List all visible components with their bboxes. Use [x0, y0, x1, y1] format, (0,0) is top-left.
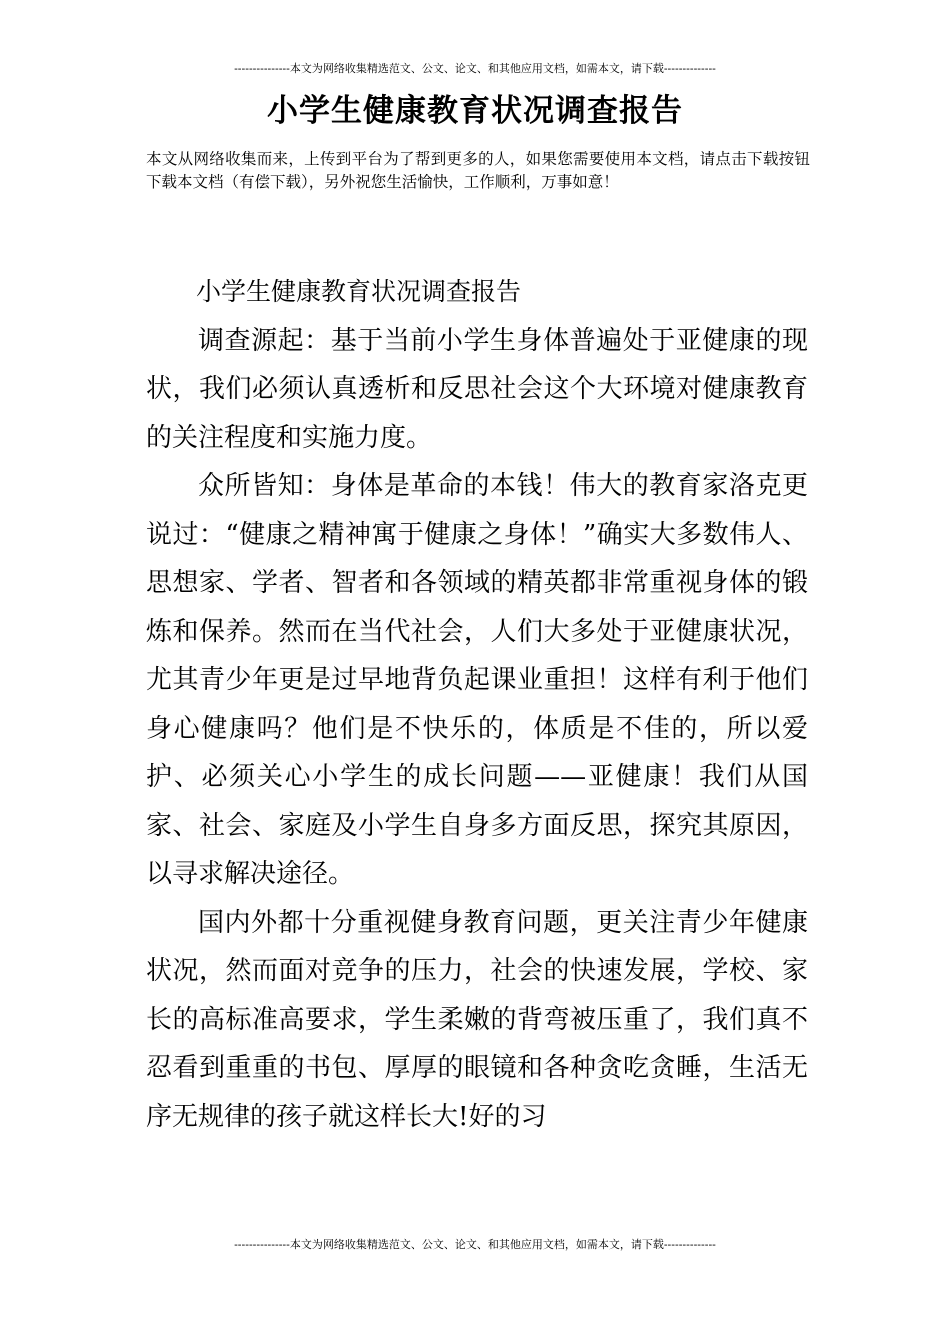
body-paragraph: 国内外都十分重视健身教育问题，更关注青少年健康状况，然而面对竞争的压力，社会的快速发展，学校、家长的高标准高要求，学生柔嫩的背弯被压重了，我们真不忍看到重重的书包、厚厚的眼镜和各种贪吃贪睡，生活无序无规律的孩子就这样长大!好的习 — [146, 907, 808, 1132]
document-body — [146, 268, 808, 1141]
footer-banner: ---------------本文为网络收集精选范文、公文、论文、和其他应用文档，如需本文，请下载-------------- — [234, 1238, 716, 1251]
body-heading: 小学生健康教育状况调查报告 — [196, 277, 522, 306]
intro-notice: 本文从网络收集而来，上传到平台为了帮到更多的人，如果您需要使用本文档，请点击下载按钮下载本文档（有偿下载），另外祝您生活愉快，工作顺利，万事如意！ — [146, 150, 810, 191]
body-paragraph: 众所皆知：身体是革命的本钱！伟大的教育家洛克更说过：“健康之精神寓于健康之身体！”确实大多数伟人、思想家、学者、智者和各领域的精英都非常重视身体的锻炼和保养。然而在当代社会，人们大多处于亚健康状况，尤其青少年更是过早地背负起课业重担！这样有利于他们身心健康吗？他们是不快乐的，体质是不佳的，所以爱护、必须关心小学生的成长问题——亚健康！我们从国家、社会、家庭及小学生自身多方面反思，探究其原因，以寻求解决途径。 — [146, 471, 808, 889]
body-paragraph: 调查源起：基于当前小学生身体普遍处于亚健康的现状，我们必须认真透析和反思社会这个大环境对健康教育的关注程度和实施力度。 — [146, 325, 808, 453]
page-title: 小学生健康教育状况调查报告 — [267, 93, 683, 129]
header-banner: ---------------本文为网络收集精选范文、公文、论文、和其他应用文档，如需本文，请下载-------------- — [234, 62, 716, 75]
